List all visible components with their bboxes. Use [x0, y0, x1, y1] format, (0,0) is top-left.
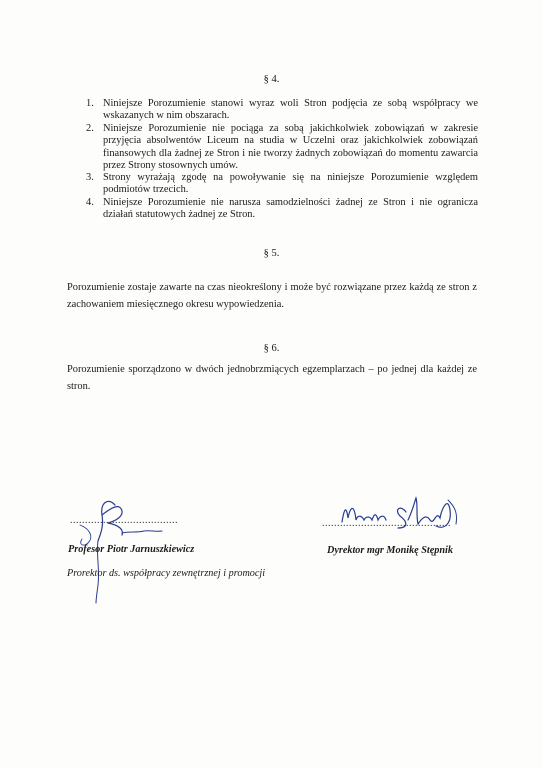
section-5-paragraph: Porozumienie zostaje zawarte na czas nieokreślony i może być rozwiązane przez każdą ze stron z zachowaniem miesięcznego okresu wypowiedzenia.: [67, 282, 477, 310]
signatory-title-left: Prorektor ds. współpracy zewnętrznej i promocji: [67, 568, 266, 579]
section-4-item-3: [86, 172, 478, 197]
section-4-heading: § 4.: [263, 74, 280, 85]
signature-line-right: ...........................................: [322, 518, 451, 529]
item-text: Niniejsze Porozumienie nie narusza samodzielności żadnej ze Stron i nie ogranicza działań statutowych żadnej ze Stron.: [103, 197, 478, 221]
section-4-item-2: [86, 123, 478, 173]
section-6-heading: § 6.: [263, 343, 280, 354]
section-5-heading: § 5.: [263, 248, 280, 259]
item-text: Niniejsze Porozumienie nie pociąga za sobą jakichkolwiek zobowiązań w zakresie przyjęcia absolwentów Liceum na studia w Uczelni oraz jakichkolwiek zobowiązań finansowych dla żadnej ze Stron i nie tworzy żadnych zobowiązań do momentu zawarcia przez Strony stosownych umów.: [103, 123, 478, 172]
item-number: 4.: [86, 197, 94, 208]
item-number: 2.: [86, 123, 94, 134]
item-text: Strony wyrażają zgodę na powoływanie się na niniejsze Porozumienie względem podmiotów trzecich.: [103, 172, 478, 196]
item-number: 1.: [86, 98, 94, 109]
item-number: 3.: [86, 172, 94, 183]
signatory-name-left: Profesor Piotr Jarnuszkiewicz: [68, 544, 195, 555]
signature-line-left: ....................................: [70, 515, 178, 526]
item-text: Niniejsze Porozumienie stanowi wyraz woli Stron podjęcia ze sobą współpracy we wskazanych w nim obszarach.: [103, 98, 478, 122]
section-4-item-1: [86, 98, 478, 123]
section-6-paragraph: Porozumienie sporządzono w dwóch jednobrzmiących egzemplarzach – po jednej dla każdej ze stron.: [67, 364, 477, 392]
signatory-name-right: Dyrektor mgr Monikę Stępnik: [327, 545, 453, 556]
section-4-item-4: [86, 197, 478, 222]
